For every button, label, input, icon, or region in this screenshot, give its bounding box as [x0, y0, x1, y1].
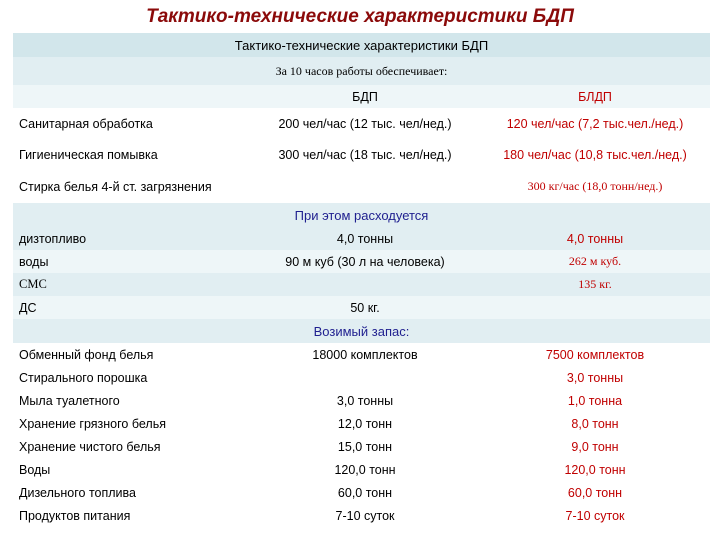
row-value-bldp: 120,0 тонн — [564, 462, 626, 477]
stock-header: Возимый запас: — [313, 323, 410, 339]
row-value-bdp: 120,0 тонн — [334, 462, 396, 477]
row-value-bldp: 3,0 тонны — [566, 370, 624, 385]
row-value-bldp: 262 м куб. — [568, 254, 622, 268]
row-value-bdp: 7-10 суток — [335, 508, 395, 523]
table-row — [13, 343, 710, 366]
row-value-bdp: 50 кг. — [350, 300, 380, 315]
row-value-bldp: 120 чел/час (7,2 тыс.чел./нед.) — [506, 116, 684, 131]
row-value-bdp: 15,0 тонн — [337, 439, 393, 454]
row-value-bldp: 9,0 тонн — [571, 439, 619, 454]
row-label: ДС — [19, 300, 37, 315]
col-header-bldp: БЛДП — [578, 89, 612, 104]
row-label: Дизельного топлива — [19, 485, 136, 500]
row-value-bldp: 8,0 тонн — [571, 416, 619, 431]
row-value-bdp: 200 чел/час (12 тыс. чел/нед.) — [278, 116, 452, 131]
row-value-bldp: 300 кг/час (18,0 тонн/нед.) — [527, 179, 663, 193]
row-value-bdp — [250, 366, 480, 389]
page-title: Тактико-технические характеристики БДП — [146, 6, 574, 27]
row-label: Воды — [19, 462, 51, 477]
row-label: Гигиеническая помывка — [19, 147, 158, 162]
row-value-bldp: 135 кг. — [578, 277, 612, 291]
subtitle: За 10 часов работы обеспечивает: — [275, 63, 448, 78]
row-label: Мыла туалетного — [19, 393, 120, 408]
table-row — [13, 412, 710, 435]
table-row — [13, 250, 710, 273]
row-label: Хранение чистого белья — [19, 439, 161, 454]
table-title-row — [13, 33, 710, 57]
row-label: Обменный фонд белья — [19, 347, 154, 362]
row-value-bdp: 60,0 тонн — [337, 485, 393, 500]
row-label: дизтопливо — [19, 231, 87, 246]
row-label: СМС — [19, 277, 47, 291]
table-row — [13, 366, 710, 389]
row-value-bldp: 7500 комплектов — [545, 347, 645, 362]
table-row — [13, 504, 710, 527]
consumption-header-row — [13, 203, 710, 227]
row-value-bdp: 4,0 тонны — [336, 231, 394, 246]
row-value-bdp: 18000 комплектов — [312, 347, 418, 362]
table-row — [13, 108, 710, 139]
row-value-bldp: 7-10 суток — [565, 508, 625, 523]
row-label: Санитарная обработка — [19, 116, 153, 131]
table-title: Тактико-технические характеристики БДП — [234, 37, 489, 53]
row-label: воды — [19, 254, 49, 269]
row-label: Стирального порошка — [19, 370, 148, 385]
table-row — [13, 435, 710, 458]
table-row — [13, 227, 710, 250]
row-value-bdp: 12,0 тонн — [337, 416, 393, 431]
row-label: Стирка белья 4-й ст. загрязнения — [19, 179, 212, 194]
table-row — [13, 481, 710, 504]
column-header-row — [13, 85, 710, 108]
table-row — [13, 389, 710, 412]
col-header-bdp: БДП — [352, 89, 378, 104]
subtitle-row — [13, 57, 710, 85]
table-row — [13, 296, 710, 319]
row-value-bdp: 3,0 тонны — [336, 393, 394, 408]
row-value-bldp: 180 чел/час (10,8 тыс.чел./нед.) — [503, 147, 687, 162]
row-value-bldp — [480, 296, 710, 319]
row-label: Хранение грязного белья — [19, 416, 166, 431]
row-value-bdp: 90 м куб (30 л на человека) — [285, 254, 445, 269]
consumption-header: При этом расходуется — [294, 207, 429, 223]
table-row — [13, 273, 710, 296]
row-value-bldp: 60,0 тонн — [567, 485, 623, 500]
row-label: Продуктов питания — [19, 508, 131, 523]
row-value-bldp: 1,0 тонна — [567, 393, 623, 408]
stock-header-row — [13, 319, 710, 343]
row-value-bldp: 4,0 тонны — [566, 231, 624, 246]
table-row — [13, 170, 710, 203]
table-row — [13, 458, 710, 481]
row-value-bdp: 300 чел/час (18 тыс. чел/нед.) — [278, 147, 452, 162]
row-value-bdp — [250, 273, 480, 296]
row-value-bdp — [250, 170, 480, 203]
table-row — [13, 139, 710, 170]
